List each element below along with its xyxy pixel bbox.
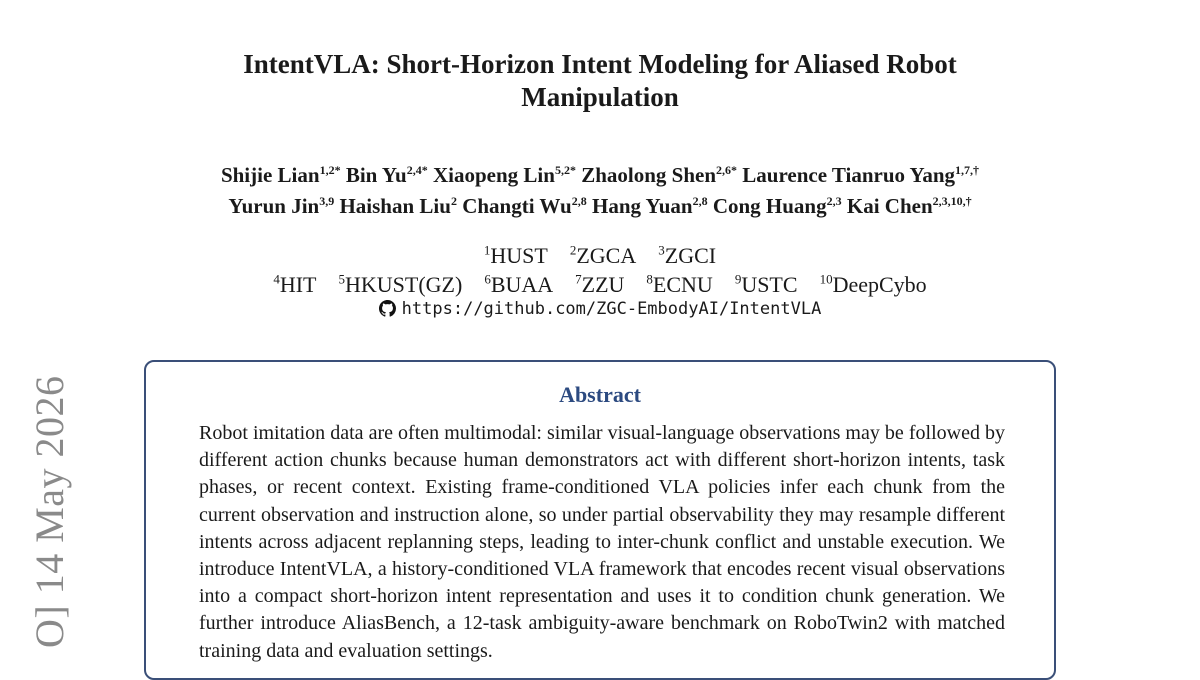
affiliation-number: 6 [484, 271, 491, 287]
author [433, 163, 576, 187]
paper-title: IntentVLA: Short-Horizon Intent Modeling for Aliased Robot Manipulation [243, 49, 957, 112]
affiliation [658, 243, 716, 268]
github-icon [379, 299, 402, 319]
author [742, 163, 979, 187]
author-affiliation-marks: 2,3,10,† [932, 194, 972, 208]
author-line-1 [100, 160, 1100, 191]
affiliation [273, 272, 316, 297]
author-name: Bin Yu [345, 163, 407, 187]
affiliation-name: ZGCA [576, 243, 637, 268]
affiliation-name: ECNU [652, 272, 713, 297]
author [339, 194, 456, 218]
affiliation [646, 272, 712, 297]
affiliation-name: USTC [741, 272, 798, 297]
affiliation [735, 272, 798, 297]
affiliation-number: 4 [273, 271, 280, 287]
affiliation-number: 10 [819, 271, 833, 287]
affiliation-name: HIT [279, 272, 317, 297]
author [462, 194, 587, 218]
affiliation-number: 3 [658, 242, 665, 258]
author-name: Haishan Liu [339, 194, 451, 218]
author-name: Changti Wu [462, 194, 572, 218]
abstract-box [144, 360, 1056, 680]
affiliation-name: HUST [490, 243, 548, 268]
affiliation [484, 272, 553, 297]
affiliation-name: BUAA [490, 272, 554, 297]
affiliation-number: 2 [569, 242, 577, 258]
affiliation-line-1 [100, 241, 1100, 270]
author [592, 194, 708, 218]
author-list [100, 160, 1100, 222]
author-name: Laurence Tianruo Yang [742, 163, 956, 187]
affiliation-name: ZGCI [664, 243, 717, 268]
affiliation-name: HKUST(GZ) [344, 272, 463, 297]
author [221, 163, 341, 187]
author-name: Yurun Jin [228, 194, 320, 218]
author-affiliation-marks: 2,3 [826, 194, 842, 208]
author-affiliation-marks: 2,8 [692, 194, 708, 208]
affiliation-name: ZZU [581, 272, 625, 297]
author-affiliation-marks: 2,6* [716, 163, 738, 177]
affiliation [575, 272, 624, 297]
author-affiliation-marks: 1,2* [319, 163, 341, 177]
affiliation-number: 9 [734, 271, 742, 287]
affiliation [820, 272, 927, 297]
affiliation-number: 7 [575, 271, 582, 287]
affiliation-number: 1 [483, 242, 491, 258]
affiliation-name: DeepCybo [832, 272, 927, 297]
affiliation-line-2 [100, 270, 1100, 299]
author-affiliation-marks: 5,2* [554, 163, 576, 177]
author-affiliation-marks: 3,9 [319, 194, 335, 208]
author [228, 194, 334, 218]
author [847, 194, 972, 218]
author-name: Zhaolong Shen [581, 163, 717, 187]
repo-url[interactable]: https://github.com/ZGC-EmbodyAI/IntentVLA [401, 299, 822, 319]
arxiv-side-stamp: O] 14 May 2026 [27, 375, 72, 648]
affiliation-number: 5 [338, 271, 345, 287]
author [346, 163, 428, 187]
author-line-2 [100, 191, 1100, 222]
author [581, 163, 737, 187]
affiliation-number: 8 [646, 271, 653, 287]
author-affiliation-marks: 1,7,† [955, 163, 980, 177]
author-affiliation-marks: 2 [450, 194, 457, 208]
affiliation-list [100, 241, 1100, 299]
author-name: Hang Yuan [591, 194, 693, 218]
affiliation [484, 243, 548, 268]
author-affiliation-marks: 2,4* [406, 163, 428, 177]
affiliation [338, 272, 462, 297]
author-name: Xiaopeng Lin [433, 163, 555, 187]
author [713, 194, 842, 218]
author-name: Cong Huang [712, 194, 827, 218]
affiliation [570, 243, 636, 268]
author-affiliation-marks: 2,8 [571, 194, 587, 208]
abstract-body: Robot imitation data are often multimodal: similar visual-language observations may be followed by different action chunks because human demonstrators act with different short-horizon intents, task phases, or recent context. Existing frame-conditioned VLA policies infer each chunk from the current observation and instruction alone, so under partial observability they may resample different intents across adjacent replanning steps, leading to inter-chunk conflict and unstable execution. We introduce IntentVLA, a history-conditioned VLA framework that encodes recent visual observations into a compact short-horizon intent representation and uses it to condition chunk generation. We further introduce AliasBench, a 12-task ambiguity-aware benchmark on RoboTwin2 with matched training data and evaluation settings. [199, 422, 1005, 662]
author-name: Kai Chen [846, 194, 933, 218]
author-name: Shijie Lian [220, 163, 320, 187]
abstract-heading: Abstract [559, 382, 641, 407]
repo-link-row[interactable] [100, 298, 1100, 320]
